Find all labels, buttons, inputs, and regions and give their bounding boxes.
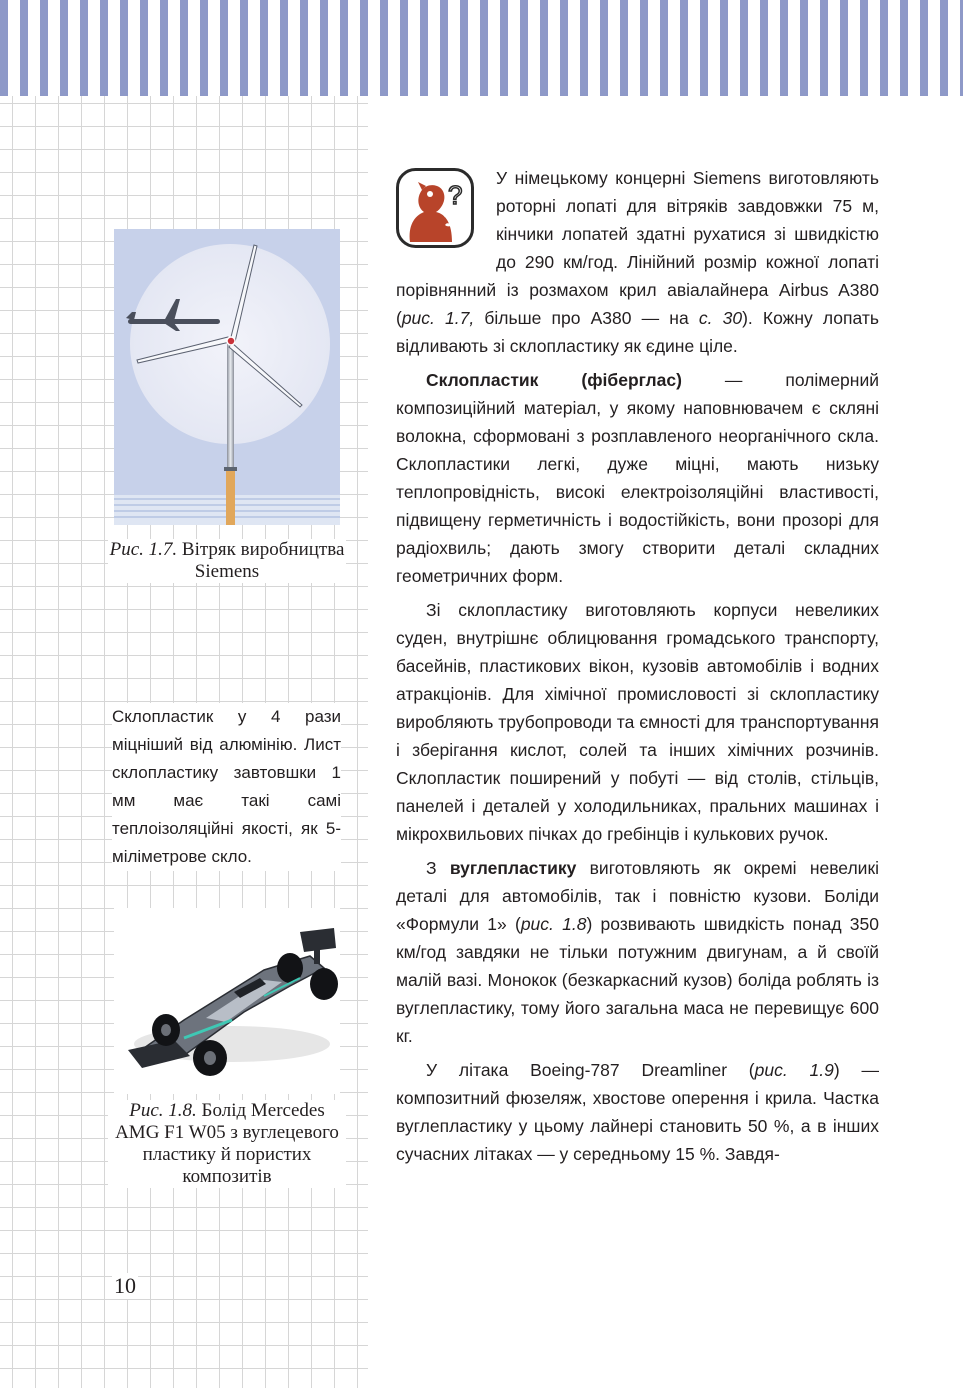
svg-text:?: ?: [448, 180, 463, 210]
paragraph-5: У літака Boeing-787 Dreamliner (рис. 1.9) — композитний фюзеляж, хвостове оперення і крила. Частка вуглепластику у цьому лайнері становить 50 %, а в інших сучасних літаках — у середньому 15 %. Завдя-: [396, 1060, 879, 1164]
thinking-person-icon: [396, 168, 474, 248]
top-stripe-band: [0, 0, 963, 96]
paragraph-1: У німецькому концерні Siemens виготовляють роторні лопаті для вітряків завдовжки 75 м, кінчики лопатей здатні рухатися зі швидкістю до 290 км/год. Лінійний розмір кожної лопаті порівнянний із розмахом крил авіалайнера Airbus A380 (рис. 1.7, більше про A380 — на с. 30). Кожну лопать відливають зі склопластику як єдине ціле.: [396, 168, 879, 356]
f1-car-illustration: [114, 908, 340, 1094]
main-text: [396, 164, 879, 1168]
wind-turbine-illustration: [114, 229, 340, 525]
figure-1-8-caption: Рис. 1.8. Болід Mercedes AMG F1 W05 з вуглецевого пластику й пористих композитів: [108, 1100, 346, 1188]
paragraph-4: З вуглепластику виготовляють як окремі невеликі деталі для автомобілів, так і повністю кузови. Боліди «Формули 1» (рис. 1.8) розвивають швидкість понад 350 км/год завдяки не тільки потужним двигунам, а й своїй малій вазі. Монокок (безкаркасний кузов) боліда роблять із вуглепластику, тому його загальна маса не перевищує 600 кг.: [396, 858, 879, 1046]
f1-car-figure: [114, 908, 340, 1094]
paragraph-3: Зі склопластику виготовляють корпуси невеликих суден, внутрішнє облицювання громадського транспорту, басейнів, пластикових вікон, кузовів автомобілів і водних атракціонів. Для хімічної промисловості зі склопластику виробляють трубопроводи та ємності для транспортування і зберігання кислот, солей та інших хімічних розчинів. Склопластик поширений у побуті — від столів, стільців, панелей і деталей у холодильниках, пральних машинах і мікрохвильових пічках до гребінців і кулькових ручок.: [396, 600, 879, 844]
figure-1-7-caption: Рис. 1.7. Вітряк виробництва Siemens: [109, 539, 345, 582]
paragraph-2: Склопластик (фіберглас) — полімерний композиційний матеріал, у якому наповнювачем є скляні волокна, сформовані з розплавленого неорганічного скла. Склопластики легкі, дуже міцні, мають низьку теплопровідність, високі електроізоляційні властивості, підвищену герметичність і водостійкість, вони прозорі для радіохвиль; дають змогу створити деталі складних геометричних форм.: [396, 370, 879, 586]
side-note: Склопластик у 4 рази міцніший від алюмінію. Лист склопластику завтовшки 1 мм має такі самі теплоізоляційні якості, як 5-міліметрове скло.: [112, 703, 341, 871]
page-number: 10: [114, 1273, 136, 1298]
wind-turbine-figure: [114, 229, 340, 525]
